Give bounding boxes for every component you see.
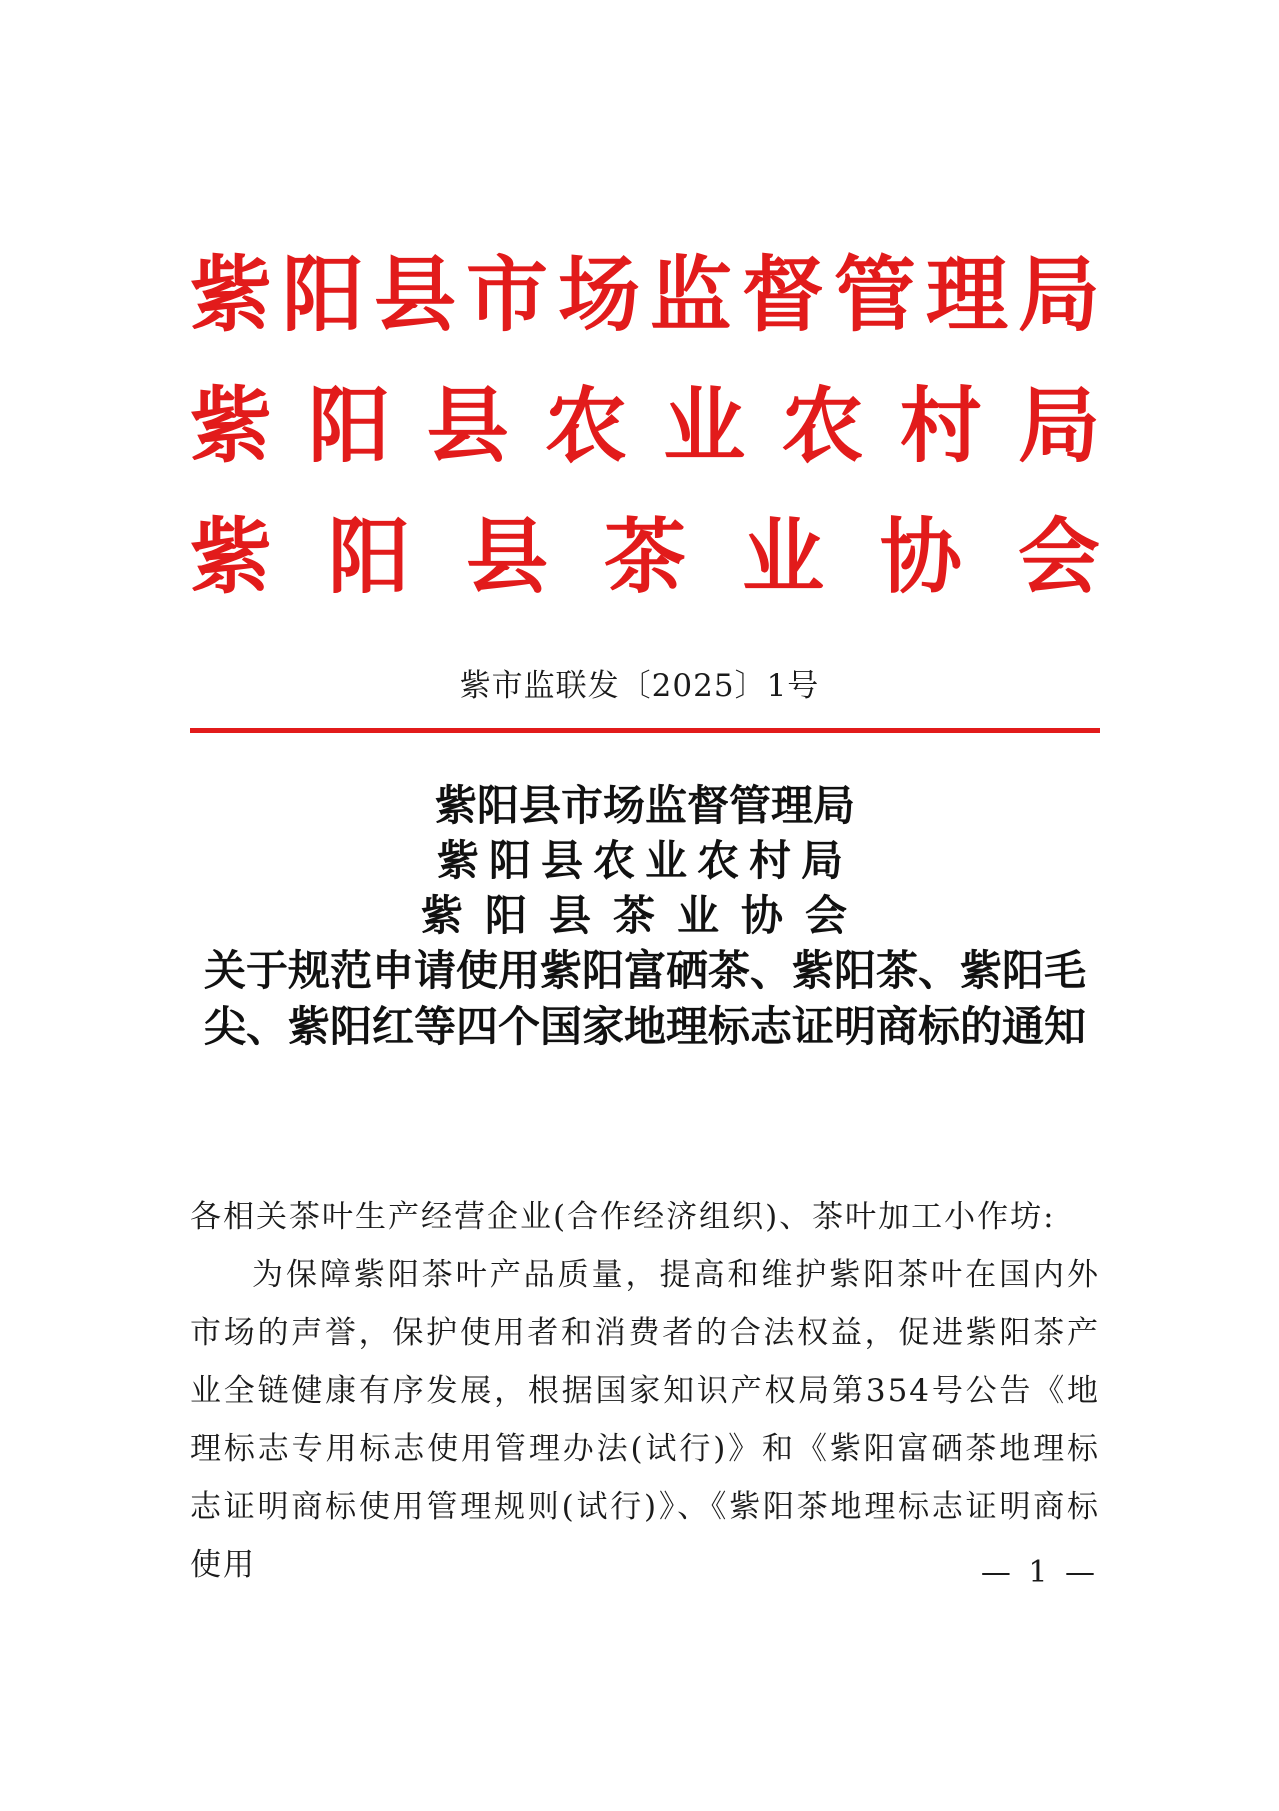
letterhead-line-tea-association: 紫 阳 县 茶 业 协 会 <box>190 509 1100 605</box>
document-number: 紫市监联发〔2025〕1号 <box>459 668 820 704</box>
letterhead-line-market-supervision: 紫 阳 县 市 场 监 督 管 理 局 <box>190 247 1100 343</box>
salutation: 各相关茶叶生产经营企业(合作经济组织)、茶叶加工小作坊: <box>190 1199 1056 1235</box>
document-title <box>190 778 1100 1055</box>
red-letterhead <box>190 247 1100 643</box>
title-issuer-agriculture: 紫阳县农业农村局 <box>436 836 853 885</box>
title-subject: 关于规范申请使用紫阳富硒茶、紫阳茶、紫阳毛尖、紫阳红等四个国家地理标志证明商标的通知 <box>203 946 1086 1051</box>
title-issuer-tea-association: 紫阳县茶业协会 <box>420 891 869 940</box>
red-separator-line <box>190 728 1100 733</box>
document-body <box>190 1188 1100 1594</box>
letterhead-line-agriculture: 紫 阳 县 农 业 农 村 局 <box>190 378 1100 474</box>
body-paragraph: 为保障紫阳茶叶产品质量，提高和维护紫阳茶叶在国内外市场的声誉，保护使用者和消费者的合法权益，促进紫阳茶产业全链健康有序发展，根据国家知识产权局第354号公告《地理标志专用标志使用管理办法(试行)》和《紫阳富硒茶地理标志证明商标使用管理规则(试行)》、《紫阳茶地理标志证明商标使用 <box>190 1257 1100 1583</box>
title-issuer-market-supervision: 紫阳县市场监督管理局 <box>434 781 855 830</box>
page-number: — 1 — <box>980 1555 1099 1590</box>
